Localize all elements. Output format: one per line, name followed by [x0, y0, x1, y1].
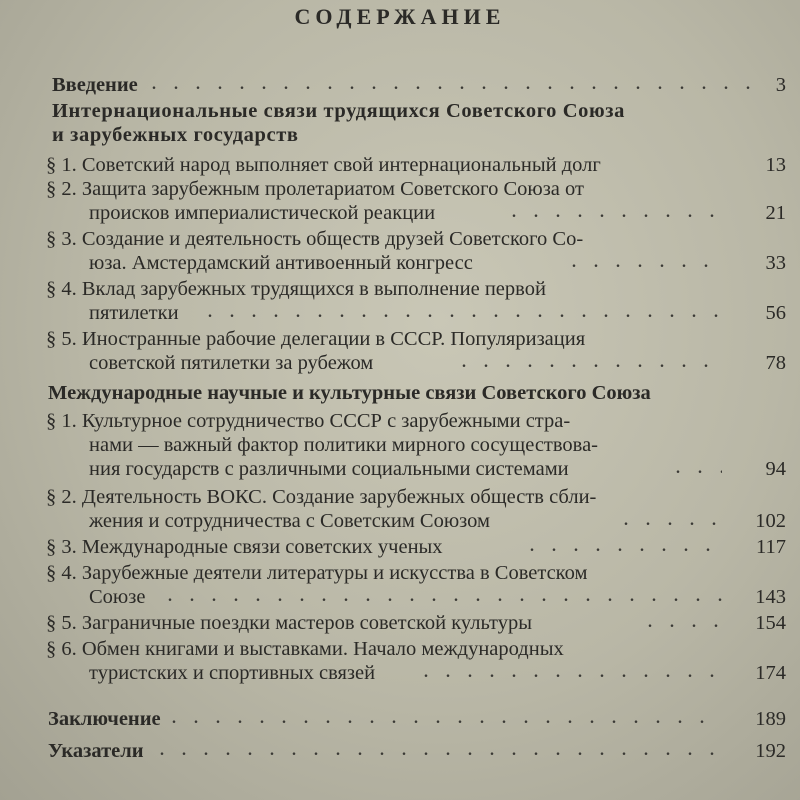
leader-dots: [676, 456, 722, 482]
toc-entry-p2-s2-line2: жения и сотрудничества с Советским Союзом: [89, 510, 490, 532]
page-title: СОДЕРЖАНИЕ: [294, 4, 506, 29]
toc-entry-p2-s6-line2: туристских и спортивных связей: [89, 662, 376, 684]
toc-entry-p2-s1-line1: § 1. Культурное сотрудничество СССР с зарубежными стра-: [46, 410, 571, 432]
toc-entry-p1-s2-line2: происков империалистической реакции: [89, 202, 436, 224]
toc-entry-p2-s5-page: 154: [755, 612, 786, 634]
toc-entry-p1-s2-line1: § 2. Защита зарубежным пролетариатом Советского Союза от: [46, 178, 584, 200]
toc-entry-p2-s2-line1: § 2. Деятельность ВОКС. Создание зарубежных обществ сбли-: [46, 486, 597, 508]
part1-heading-line1: Интернациональные связи трудящихся Советского Союза: [52, 100, 625, 122]
toc-entry-p1-s3-line1: § 3. Создание и деятельность обществ друзей Советского Со-: [46, 228, 584, 250]
toc-entry-p2-s1-page: 94: [765, 458, 786, 480]
toc-entry-p2-s6-page: 174: [755, 662, 786, 684]
toc-entry-intro-page: 3: [775, 74, 786, 96]
toc-entry-p2-s3-page: 117: [756, 536, 786, 558]
toc-entry-conclusion-label: Заключение: [48, 708, 161, 730]
leader-dots: [624, 508, 722, 534]
leader-dots: [512, 200, 722, 226]
toc-entry-p1-s3-line2: юза. Амстердамский антивоенный конгресс: [89, 252, 473, 274]
toc-entry-p1-s5-page: 78: [765, 352, 786, 374]
toc-entry-p1-s2-page: 21: [765, 202, 786, 224]
toc-entry-p1-s4-line1: § 4. Вклад зарубежных трудящихся в выполнение первой: [46, 278, 546, 300]
toc-entry-p1-s1-line1: § 1. Советский народ выполняет свой интернациональный долг: [46, 154, 601, 176]
toc-entry-p2-s4-line1: § 4. Зарубежные деятели литературы и искусства в Советском: [46, 562, 588, 584]
toc-entry-indexes-page: 192: [755, 740, 786, 762]
toc-entry-p2-s3-line1: § 3. Международные связи советских ученых: [46, 536, 443, 558]
leader-dots: [530, 534, 722, 560]
leader-dots: [572, 250, 722, 276]
toc-entry-p2-s1-line2: нами — важный фактор политики мирного сосуществова-: [89, 434, 598, 456]
toc-entry-p1-s4-line2: пятилетки: [89, 302, 179, 324]
toc-entry-conclusion-page: 189: [755, 708, 786, 730]
leader-dots: [160, 738, 722, 764]
toc-entry-p2-s5-line1: § 5. Заграничные поездки мастеров советской культуры: [46, 612, 533, 634]
toc-entry-p1-s3-page: 33: [765, 252, 786, 274]
toc-entry-p1-s5-line1: § 5. Иностранные рабочие делегации в СССР. Популяризация: [46, 328, 586, 350]
toc-entry-p1-s5-line2: советской пятилетки за рубежом: [89, 352, 374, 374]
toc-entry-p2-s2-page: 102: [755, 510, 786, 532]
leader-dots: [462, 350, 722, 376]
leader-dots: [208, 300, 722, 326]
toc-entry-p2-s6-line1: § 6. Обмен книгами и выставками. Начало международных: [46, 638, 564, 660]
toc-entry-p1-s1-page: 13: [765, 154, 786, 176]
toc-entry-p2-s4-page: 143: [755, 586, 786, 608]
leader-dots: [152, 72, 752, 98]
leader-dots: [648, 610, 722, 636]
part1-heading-line2: и зарубежных государств: [52, 124, 299, 146]
toc-entry-intro-label: Введение: [52, 74, 138, 96]
toc-entry-p1-s4-page: 56: [765, 302, 786, 324]
part2-heading: Международные научные и культурные связи Советского Союза: [48, 382, 651, 404]
toc-entry-p2-s1-line3: ния государств с различными социальными системами: [89, 458, 569, 480]
toc-entry-p2-s4-line2: Союзе: [89, 586, 146, 608]
leader-dots: [424, 660, 722, 686]
leader-dots: [168, 584, 722, 610]
toc-entry-indexes-label: Указатели: [48, 740, 144, 762]
leader-dots: [172, 706, 722, 732]
